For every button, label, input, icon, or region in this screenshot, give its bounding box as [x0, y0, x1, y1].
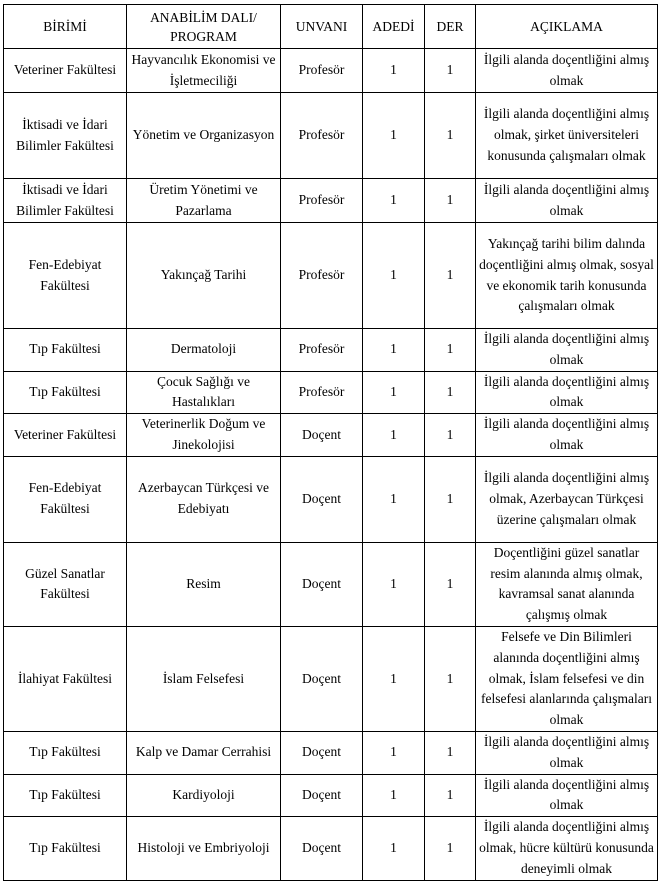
cell-unvan: Profesör [281, 223, 363, 329]
cell-program: Hayvancılık Ekonomisi ve İşletmeciliği [127, 49, 281, 93]
cell-adet: 1 [363, 817, 425, 881]
header-birimi: BİRİMİ [4, 5, 127, 49]
cell-unvan: Doçent [281, 731, 363, 774]
cell-aciklama: İlgili alanda doçentliğini almış olmak [476, 49, 658, 93]
cell-aciklama: İlgili alanda doçentliğini almış olmak, hücre kültürü konusunda deneyimli olmak [476, 817, 658, 881]
cell-der: 1 [425, 223, 476, 329]
cell-adet: 1 [363, 414, 425, 457]
cell-der: 1 [425, 542, 476, 626]
cell-unvan: Doçent [281, 542, 363, 626]
cell-adet: 1 [363, 456, 425, 542]
cell-program: Histoloji ve Embriyoloji [127, 817, 281, 881]
cell-der: 1 [425, 414, 476, 457]
table-row [4, 93, 658, 179]
cell-adet: 1 [363, 223, 425, 329]
table-row [4, 414, 658, 457]
cell-program: Azerbaycan Türkçesi ve Edebiyatı [127, 456, 281, 542]
table-row [4, 456, 658, 542]
cell-adet: 1 [363, 371, 425, 414]
cell-aciklama: İlgili alanda doçentliğini almış olmak [476, 371, 658, 414]
cell-unvan: Profesör [281, 93, 363, 179]
cell-birim: Veteriner Fakültesi [4, 49, 127, 93]
cell-program: Yönetim ve Organizasyon [127, 93, 281, 179]
header-aciklama: AÇIKLAMA [476, 5, 658, 49]
cell-aciklama: Felsefe ve Din Bilimleri alanında doçentliğini almış olmak, İslam felsefesi ve din felsefesi alanlarında çalışmaları olmak [476, 626, 658, 731]
cell-aciklama: İlgili alanda doçentliğini almış olmak [476, 414, 658, 457]
cell-birim: Fen-Edebiyat Fakültesi [4, 456, 127, 542]
table-row [4, 223, 658, 329]
cell-program: Veterinerlik Doğum ve Jinekolojisi [127, 414, 281, 457]
cell-der: 1 [425, 817, 476, 881]
cell-birim: İlahiyat Fakültesi [4, 626, 127, 731]
cell-birim: İktisadi ve İdari Bilimler Fakültesi [4, 93, 127, 179]
cell-der: 1 [425, 93, 476, 179]
cell-der: 1 [425, 731, 476, 774]
cell-program: Kardiyoloji [127, 774, 281, 817]
cell-adet: 1 [363, 329, 425, 372]
cell-adet: 1 [363, 542, 425, 626]
table-row [4, 179, 658, 223]
cell-program: Resim [127, 542, 281, 626]
cell-adet: 1 [363, 731, 425, 774]
cell-birim: Tıp Fakültesi [4, 371, 127, 414]
cell-birim: Tıp Fakültesi [4, 817, 127, 881]
table-row [4, 542, 658, 626]
cell-aciklama: İlgili alanda doçentliğini almış olmak [476, 329, 658, 372]
table-row [4, 626, 658, 731]
cell-program: Dermatoloji [127, 329, 281, 372]
cell-program: Kalp ve Damar Cerrahisi [127, 731, 281, 774]
cell-aciklama: İlgili alanda doçentliğini almış olmak, şirket üniversiteleri konusunda çalışmaları olmak [476, 93, 658, 179]
cell-unvan: Profesör [281, 179, 363, 223]
cell-unvan: Profesör [281, 371, 363, 414]
table-row [4, 49, 658, 93]
header-unvani: UNVANI [281, 5, 363, 49]
cell-birim: Veteriner Fakültesi [4, 414, 127, 457]
cell-unvan: Doçent [281, 774, 363, 817]
cell-der: 1 [425, 626, 476, 731]
cell-birim: Tıp Fakültesi [4, 774, 127, 817]
cell-birim: Tıp Fakültesi [4, 731, 127, 774]
header-anabilim-dali: ANABİLİM DALI/ PROGRAM [127, 5, 281, 49]
table-row [4, 371, 658, 414]
cell-birim: İktisadi ve İdari Bilimler Fakültesi [4, 179, 127, 223]
cell-adet: 1 [363, 774, 425, 817]
table-row [4, 329, 658, 372]
cell-der: 1 [425, 329, 476, 372]
header-row [4, 5, 658, 49]
cell-adet: 1 [363, 93, 425, 179]
cell-adet: 1 [363, 626, 425, 731]
cell-unvan: Profesör [281, 49, 363, 93]
cell-birim: Tıp Fakültesi [4, 329, 127, 372]
cell-aciklama: İlgili alanda doçentliğini almış olmak [476, 179, 658, 223]
table-row [4, 774, 658, 817]
header-der: DER [425, 5, 476, 49]
cell-unvan: Doçent [281, 817, 363, 881]
cell-der: 1 [425, 49, 476, 93]
cell-der: 1 [425, 179, 476, 223]
cell-program: Yakınçağ Tarihi [127, 223, 281, 329]
positions-table [3, 4, 658, 881]
cell-aciklama: Yakınçağ tarihi bilim dalında doçentliğini almış olmak, sosyal ve ekonomik tarih konusunda çalışmaları olmak [476, 223, 658, 329]
table-row [4, 731, 658, 774]
cell-program: Çocuk Sağlığı ve Hastalıkları [127, 371, 281, 414]
cell-aciklama: İlgili alanda doçentliğini almış olmak [476, 774, 658, 817]
cell-adet: 1 [363, 179, 425, 223]
cell-der: 1 [425, 456, 476, 542]
cell-aciklama: İlgili alanda doçentliğini almış olmak, Azerbaycan Türkçesi üzerine çalışmaları olmak [476, 456, 658, 542]
header-adedi: ADEDİ [363, 5, 425, 49]
cell-aciklama: İlgili alanda doçentliğini almış olmak [476, 731, 658, 774]
cell-program: Üretim Yönetimi ve Pazarlama [127, 179, 281, 223]
cell-birim: Güzel Sanatlar Fakültesi [4, 542, 127, 626]
cell-der: 1 [425, 774, 476, 817]
cell-birim: Fen-Edebiyat Fakültesi [4, 223, 127, 329]
cell-unvan: Doçent [281, 626, 363, 731]
cell-unvan: Doçent [281, 414, 363, 457]
cell-program: İslam Felsefesi [127, 626, 281, 731]
cell-aciklama: Doçentliğini güzel sanatlar resim alanında almış olmak, kavramsal sanat alanında çalışmış olmak [476, 542, 658, 626]
cell-der: 1 [425, 371, 476, 414]
cell-adet: 1 [363, 49, 425, 93]
table-row [4, 817, 658, 881]
cell-unvan: Profesör [281, 329, 363, 372]
cell-unvan: Doçent [281, 456, 363, 542]
